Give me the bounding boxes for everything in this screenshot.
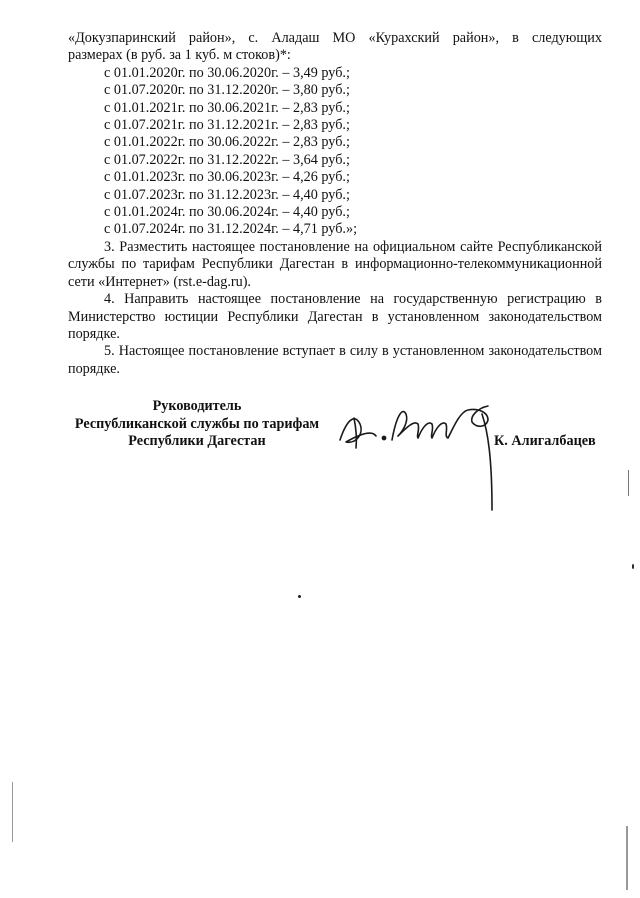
signatory-title [68,398,326,451]
scan-speck [632,564,634,569]
scan-edge-mark [12,782,13,842]
scan-edge-mark [626,826,628,890]
rate-item: с 01.07.2021г. по 31.12.2021г. – 2,83 руб.; [104,117,350,134]
rate-item: с 01.01.2021г. по 30.06.2021г. – 2,83 руб.; [104,99,350,116]
intro-line-1: «Докузпаринский район», с. Аладаш МО «Курахский район», в следующих [68,30,602,46]
paragraph-item-4: 4. Направить настоящее постановление на государственную регистрацию в Министерство юстиции Республики Дагестан в установленном законодательством порядке. [68,291,602,342]
tariff-rate-list [68,65,602,239]
rate-item: с 01.07.2024г. по 31.12.2024г. – 4,71 руб.»; [104,221,358,238]
signatory-title-line-3: Республики Дагестан [128,433,266,450]
rate-item: с 01.01.2023г. по 30.06.2023г. – 4,26 руб.; [104,169,350,186]
scan-edge-mark [628,470,629,496]
signatory-name: К. Алигалбацев [494,433,596,449]
rate-item: с 01.01.2024г. по 30.06.2024г. – 4,40 руб.; [104,204,350,221]
rate-item: с 01.01.2022г. по 30.06.2022г. – 2,83 руб.; [104,134,350,151]
paragraph-item-5: 5. Настоящее постановление вступает в силу в установленном законодательством порядке. [68,343,602,377]
document-body [68,30,602,378]
signatory-title-line-1: Руководитель [152,398,242,414]
rate-item: с 01.07.2022г. по 31.12.2022г. – 3,64 руб.; [104,151,350,168]
rate-item: с 01.07.2023г. по 31.12.2023г. – 4,40 руб.; [104,186,350,203]
paragraph-item-3: 3. Разместить настоящее постановление на официальном сайте Республиканской службы по тарифам Республики Дагестан в информационно-телекоммуникационной сети «Интернет» (rst.e-dag.ru). [68,238,602,290]
intro-line-2: размерах (в руб. за 1 куб. м стоков)*: [68,47,291,64]
scan-speck [298,595,301,598]
rate-item: с 01.07.2020г. по 31.12.2020г. – 3,80 руб.; [104,82,350,99]
rate-item: с 01.01.2020г. по 30.06.2020г. – 3,49 руб.; [104,64,350,81]
handwritten-signature [332,388,502,513]
signatory-title-line-2: Республиканской службы по тарифам [74,415,320,432]
